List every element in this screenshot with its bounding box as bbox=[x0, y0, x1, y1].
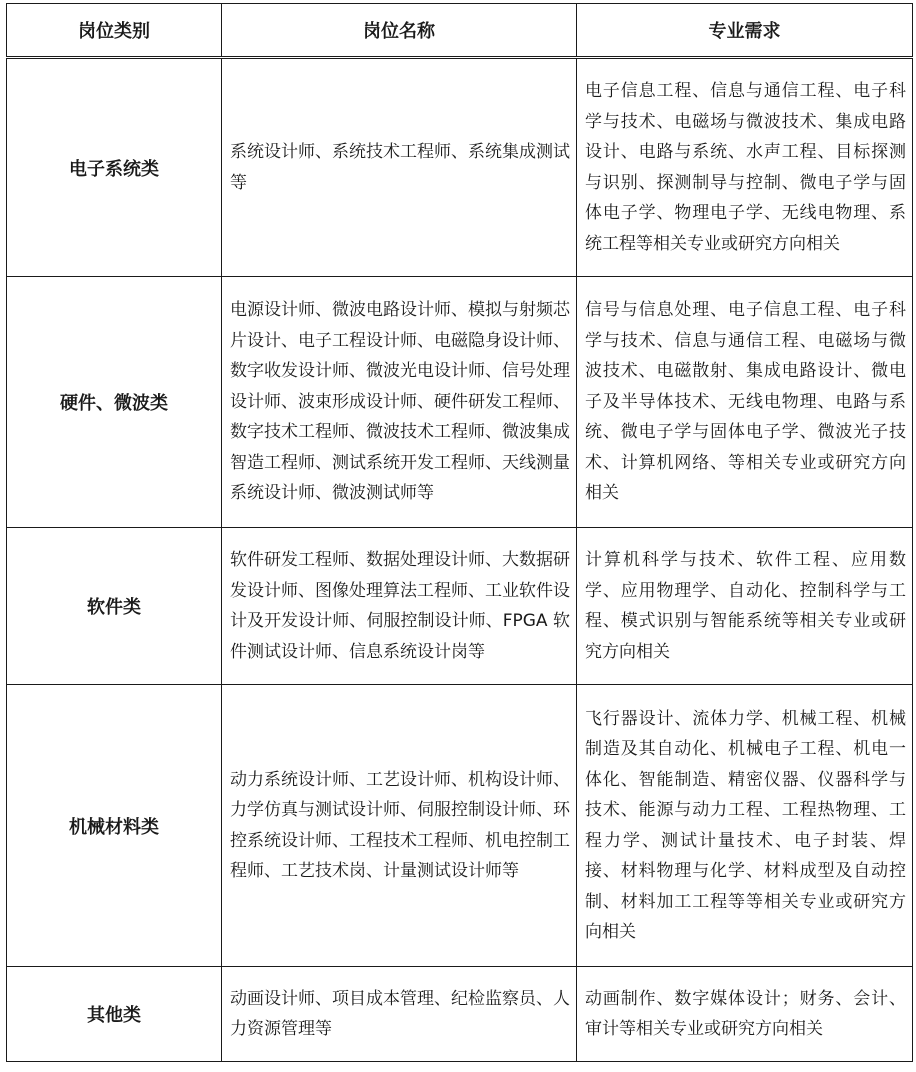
table-row bbox=[7, 528, 913, 685]
table-row bbox=[7, 58, 913, 277]
job-requirements-table bbox=[6, 3, 913, 1062]
header-category: 岗位类别 bbox=[7, 4, 222, 58]
majors-cell: 计算机科学与技术、软件工程、应用数学、应用物理学、自动化、控制科学与工程、模式识别与智能系统等相关专业或研究方向相关 bbox=[577, 528, 913, 685]
header-majors: 专业需求 bbox=[577, 4, 913, 58]
positions-cell: 软件研发工程师、数据处理设计师、大数据研发设计师、图像处理算法工程师、工业软件设计及开发设计师、伺服控制设计师、FPGA 软件测试设计师、信息系统设计岗等 bbox=[222, 528, 577, 685]
header-position: 岗位名称 bbox=[222, 4, 577, 58]
positions-cell: 系统设计师、系统技术工程师、系统集成测试等 bbox=[222, 58, 577, 277]
positions-cell: 电源设计师、微波电路设计师、模拟与射频芯片设计、电子工程设计师、电磁隐身设计师、数字收发设计师、微波光电设计师、信号处理设计师、波束形成设计师、硬件研发工程师、数字技术工程师、微波技术工程师、微波集成智造工程师、测试系统开发工程师、天线测量系统设计师、微波测试师等 bbox=[222, 277, 577, 528]
category-cell: 电子系统类 bbox=[7, 58, 222, 277]
table-row bbox=[7, 685, 913, 967]
majors-cell: 信号与信息处理、电子信息工程、电子科学与技术、信息与通信工程、电磁场与微波技术、电磁散射、集成电路设计、微电子及半导体技术、无线电物理、电路与系统、微电子学与固体电子学、微波光子技术、计算机网络、等相关专业或研究方向相关 bbox=[577, 277, 913, 528]
table-row bbox=[7, 967, 913, 1062]
majors-cell: 飞行器设计、流体力学、机械工程、机械制造及其自动化、机械电子工程、机电一体化、智能制造、精密仪器、仪器科学与技术、能源与动力工程、工程热物理、工程力学、测试计量技术、电子封装、焊接、材料物理与化学、材料成型及自动控制、材料加工工程等等相关专业或研究方向相关 bbox=[577, 685, 913, 967]
category-cell: 硬件、微波类 bbox=[7, 277, 222, 528]
table-row bbox=[7, 277, 913, 528]
majors-cell: 动画制作、数字媒体设计；财务、会计、审计等相关专业或研究方向相关 bbox=[577, 967, 913, 1062]
positions-cell: 动力系统设计师、工艺设计师、机构设计师、力学仿真与测试设计师、伺服控制设计师、环控系统设计师、工程技术工程师、机电控制工程师、工艺技术岗、计量测试设计师等 bbox=[222, 685, 577, 967]
positions-cell: 动画设计师、项目成本管理、纪检监察员、人力资源管理等 bbox=[222, 967, 577, 1062]
category-cell: 机械材料类 bbox=[7, 685, 222, 967]
header-row bbox=[7, 4, 913, 58]
category-cell: 其他类 bbox=[7, 967, 222, 1062]
category-cell: 软件类 bbox=[7, 528, 222, 685]
majors-cell: 电子信息工程、信息与通信工程、电子科学与技术、电磁场与微波技术、集成电路设计、电路与系统、水声工程、目标探测与识别、探测制导与控制、微电子学与固体电子学、物理电子学、无线电物理、系统工程等相关专业或研究方向相关 bbox=[577, 58, 913, 277]
